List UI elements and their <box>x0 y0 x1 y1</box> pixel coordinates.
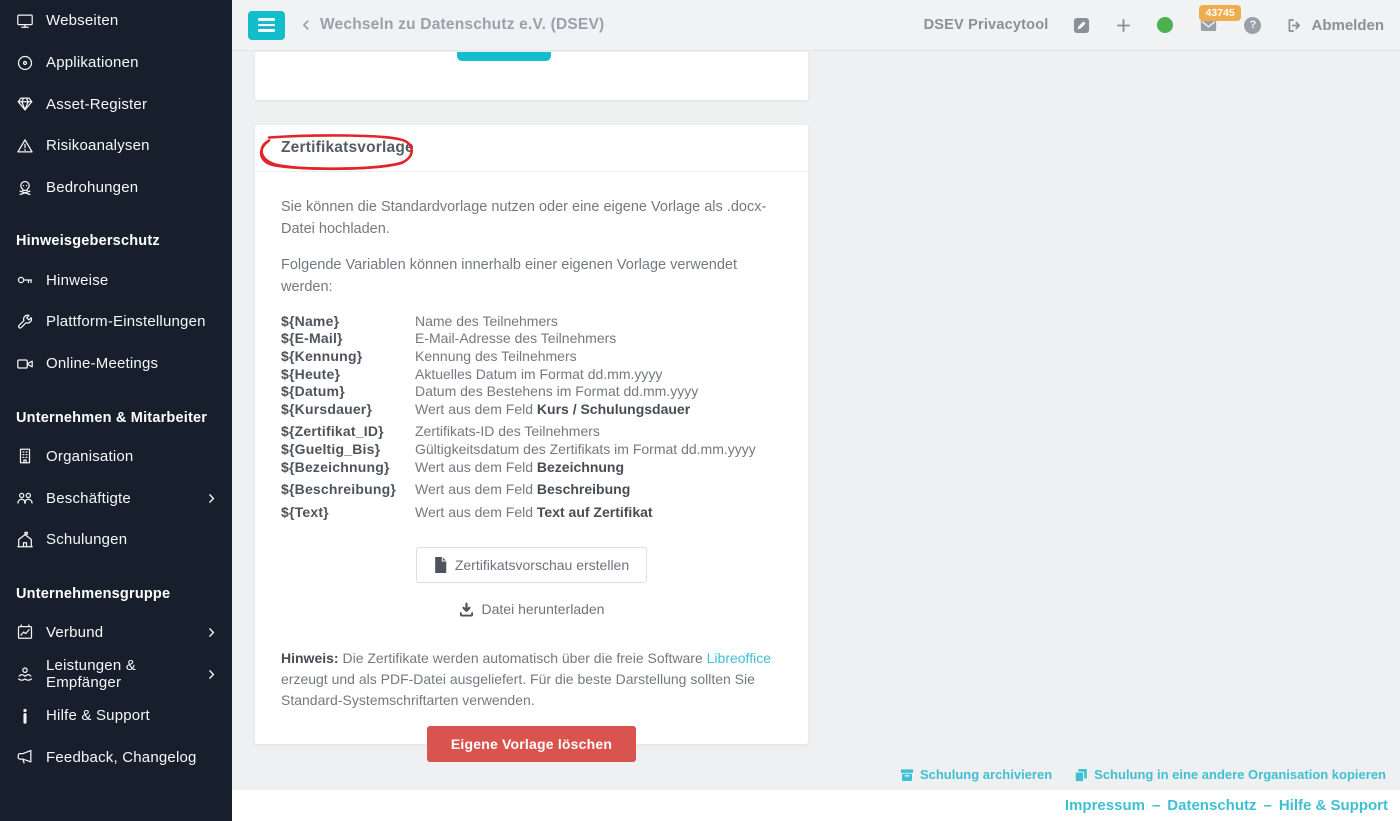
variable-description <box>415 504 653 522</box>
variable-desc-bold: Kurs / Schulungsdauer <box>536 400 691 417</box>
sidebar-item-online-meetings[interactable] <box>0 343 232 385</box>
variable-description <box>415 330 616 348</box>
copy-training-link[interactable] <box>1074 767 1386 782</box>
sidebar-item-label: Bedrohungen <box>46 179 139 197</box>
footer-link-impressum[interactable]: Impressum <box>1064 797 1145 814</box>
switch-organisation-link[interactable] <box>299 16 604 34</box>
sidebar-item-label: Hinweise <box>46 271 109 289</box>
variable-row <box>281 504 782 522</box>
sidebar-item-label: Beschäftigte <box>46 489 131 507</box>
variable-name: ${Heute} <box>281 365 341 382</box>
preview-button-label: Zertifikatsvorschau erstellen <box>454 557 630 574</box>
archive-link-label: Schulung archivieren <box>919 767 1053 782</box>
variables-intro-paragraph: Folgende Variablen können innerhalb einer eigenen Vorlage verwendet werden: <box>281 256 738 296</box>
status-indicator[interactable] <box>1157 17 1173 33</box>
variable-desc-text: Name des Teilnehmers <box>415 312 558 329</box>
school-icon <box>16 531 34 549</box>
plus-icon <box>1115 17 1132 34</box>
variable-row <box>281 441 782 459</box>
note-label: Hinweis: <box>281 650 339 667</box>
variable-description <box>415 481 630 499</box>
variable-desc-text: Aktuelles Datum im Format dd.mm.yyyy <box>415 365 663 382</box>
variable-row <box>281 383 782 401</box>
variable-row <box>281 423 782 441</box>
variable-name: ${E-Mail} <box>281 330 343 347</box>
variable-desc-text: Kennung des Teilnehmers <box>415 348 577 365</box>
hands-icon <box>16 665 34 683</box>
footer-separator: – <box>1263 797 1272 814</box>
variable-desc-text: E-Mail-Adresse des Teilnehmers <box>415 330 617 347</box>
variable-name: ${Beschreibung} <box>281 481 397 498</box>
sidebar-item-hilfe-support[interactable] <box>0 695 232 737</box>
variable-desc-text: Wert aus dem Feld <box>415 400 537 417</box>
copy-icon <box>1074 768 1088 782</box>
footer-separator: – <box>1151 797 1161 814</box>
sidebar-section-hinweisgeberschutz: Hinweisgeberschutz <box>16 233 160 250</box>
monitor-icon <box>16 12 34 30</box>
cut-off-primary-button[interactable] <box>457 52 551 61</box>
variable-description <box>415 313 558 331</box>
variable-desc-text: Wert aus dem Feld <box>415 503 537 520</box>
building-icon <box>16 447 34 465</box>
sidebar-item-schulungen[interactable] <box>0 519 232 561</box>
logout-label: Abmelden <box>1311 16 1384 34</box>
topbar <box>232 0 1400 51</box>
variable-name: ${Kursdauer} <box>281 400 373 417</box>
note-text-post: erzeugt und als PDF-Datei ausgeliefert. Für die beste Darstellung sollten Sie Standard-Systemschriftarten verwenden. <box>281 671 755 709</box>
variable-group <box>281 504 782 522</box>
variable-description <box>415 459 624 477</box>
chevron-right-icon <box>205 626 218 639</box>
sidebar-section-unternehmensgruppe: Unternehmensgruppe <box>16 585 171 602</box>
variable-desc-bold: Bezeichnung <box>536 458 625 475</box>
sidebar-item-organisation[interactable] <box>0 436 232 478</box>
key-icon <box>16 271 34 289</box>
sidebar-item-applikationen[interactable] <box>0 42 232 84</box>
gem-icon <box>16 95 34 113</box>
variable-desc-text: Datum des Bestehens im Format dd.mm.yyyy <box>415 383 699 400</box>
download-file-button[interactable] <box>459 601 605 617</box>
variable-group <box>281 423 782 476</box>
footer-link-hilfe-support[interactable]: Hilfe & Support <box>1278 797 1388 814</box>
sidebar-item-label: Schulungen <box>46 531 128 549</box>
variable-row <box>281 313 782 331</box>
download-icon <box>459 602 474 617</box>
organisation-name: DSEV Privacytool <box>923 17 1049 33</box>
previous-card-partial <box>255 52 808 100</box>
sidebar-item-verbund[interactable] <box>0 612 232 654</box>
variable-row <box>281 481 782 499</box>
mail-button[interactable] <box>1198 6 1235 34</box>
archive-icon <box>900 768 914 782</box>
sign-out-icon <box>1286 17 1303 34</box>
sidebar-item-label: Applikationen <box>46 54 139 72</box>
download-link-label: Datei herunterladen <box>481 601 605 618</box>
sidebar-item-label: Asset-Register <box>46 95 148 113</box>
sidebar-item-risikoanalysen[interactable] <box>0 125 232 167</box>
variable-name: ${Bezeichnung} <box>281 458 390 475</box>
note-paragraph <box>281 648 781 711</box>
variable-desc-bold: Beschreibung <box>536 481 631 498</box>
wrench-icon <box>16 313 34 331</box>
card-header <box>255 125 808 172</box>
variable-description <box>415 423 600 441</box>
sidebar-item-beschaeftigte[interactable] <box>0 477 232 519</box>
menu-toggle-button[interactable] <box>248 11 285 40</box>
variable-desc-text: Gültigkeitsdatum des Zertifikats im Format dd.mm.yyyy <box>415 441 756 458</box>
delete-template-button[interactable]: Eigene Vorlage löschen <box>427 726 636 762</box>
sidebar-item-asset-register[interactable] <box>0 83 232 125</box>
variables-list <box>281 313 782 522</box>
sidebar-item-label: Organisation <box>46 447 134 465</box>
sidebar-item-label: Online-Meetings <box>46 355 159 373</box>
pdf-file-icon <box>434 557 447 573</box>
sidebar-item-label: Risikoanalysen <box>46 137 150 155</box>
hamburger-icon <box>258 18 275 20</box>
card-title: Zertifikatsvorlage <box>281 139 414 156</box>
footer-link-datenschutz[interactable]: Datenschutz <box>1167 797 1257 814</box>
logout-button[interactable] <box>1286 17 1384 34</box>
chevron-right-icon <box>205 668 218 681</box>
sidebar-item-label: Hilfe & Support <box>46 707 150 725</box>
edit-square-icon <box>1073 17 1090 34</box>
chevron-left-icon <box>299 18 313 32</box>
variable-description <box>415 348 577 366</box>
footer-links <box>1065 797 1388 814</box>
variable-description <box>415 383 698 401</box>
sidebar-item-hinweise[interactable] <box>0 259 232 301</box>
main-content <box>232 51 1400 790</box>
archive-training-link[interactable] <box>900 767 1052 782</box>
variable-group <box>281 313 782 419</box>
libreoffice-link[interactable]: Libreoffice <box>706 650 771 667</box>
variable-row <box>281 366 782 384</box>
variable-name: ${Text} <box>281 503 329 520</box>
people-icon <box>16 489 34 507</box>
sidebar-item-label: Feedback, Changelog <box>46 748 197 766</box>
back-label: Wechseln zu Datenschutz e.V. (DSEV) <box>320 16 605 33</box>
certificate-template-card <box>255 125 808 753</box>
variable-desc-text: Wert aus dem Feld <box>415 481 537 498</box>
topbar-right <box>923 6 1384 34</box>
sidebar-item-plattform-einstellungen[interactable] <box>0 301 232 343</box>
variable-description <box>415 401 690 419</box>
sidebar-item-label: Webseiten <box>46 12 119 30</box>
variable-row <box>281 459 782 477</box>
variable-name: ${Zertifikat_ID} <box>281 423 384 440</box>
variable-group <box>281 481 782 499</box>
sidebar-item-feedback-changelog[interactable] <box>0 737 232 779</box>
sidebar-item-leistungen-empfaenger[interactable] <box>0 653 232 695</box>
training-actions-row <box>900 767 1386 782</box>
sidebar <box>0 0 232 821</box>
intro-paragraph: Sie können die Standardvorlage nutzen oder eine eigene Vorlage als .docx-Datei hochladen. <box>281 199 767 238</box>
variable-name: ${Name} <box>281 312 340 329</box>
variable-desc-bold: Text auf Zertifikat <box>536 503 653 520</box>
variable-row <box>281 401 782 419</box>
certificate-preview-button[interactable] <box>416 547 647 583</box>
variable-desc-text: Wert aus dem Feld <box>415 458 537 475</box>
variable-name: ${Gueltig_Bis} <box>281 441 381 458</box>
add-button[interactable] <box>1115 17 1132 34</box>
note-text-pre: Die Zertifikate werden automatisch über die freie Software <box>338 650 707 667</box>
footer <box>232 790 1400 821</box>
sidebar-item-label: Plattform-Einstellungen <box>46 313 206 331</box>
variable-desc-text: Zertifikats-ID des Teilnehmers <box>415 423 600 440</box>
variable-name: ${Kennung} <box>281 348 363 365</box>
variable-description <box>415 441 756 459</box>
sidebar-section-unternehmen-mitarbeiter: Unternehmen & Mitarbeiter <box>16 409 208 426</box>
chart-box-icon <box>16 623 34 641</box>
variable-row <box>281 330 782 348</box>
help-icon[interactable]: ? <box>1244 17 1261 34</box>
variable-description <box>415 366 662 384</box>
card-body <box>255 172 808 762</box>
chevron-right-icon <box>205 492 218 505</box>
sidebar-item-webseiten[interactable] <box>0 0 232 42</box>
video-camera-icon <box>16 355 34 373</box>
edit-button[interactable] <box>1073 17 1090 34</box>
mail-count-badge: 43745 <box>1199 5 1240 21</box>
variable-name: ${Datum} <box>281 383 345 400</box>
variable-row <box>281 348 782 366</box>
megaphone-icon <box>16 748 34 766</box>
skull-icon <box>16 179 34 197</box>
warning-triangle-icon <box>16 137 34 155</box>
disc-icon <box>16 54 34 72</box>
sidebar-item-label: Leistungen & Empfänger <box>46 657 136 692</box>
copy-link-label: Schulung in eine andere Organisation kopieren <box>1094 767 1386 782</box>
sidebar-item-bedrohungen[interactable] <box>0 167 232 209</box>
sidebar-item-label: Verbund <box>46 623 104 641</box>
info-icon <box>16 707 34 725</box>
